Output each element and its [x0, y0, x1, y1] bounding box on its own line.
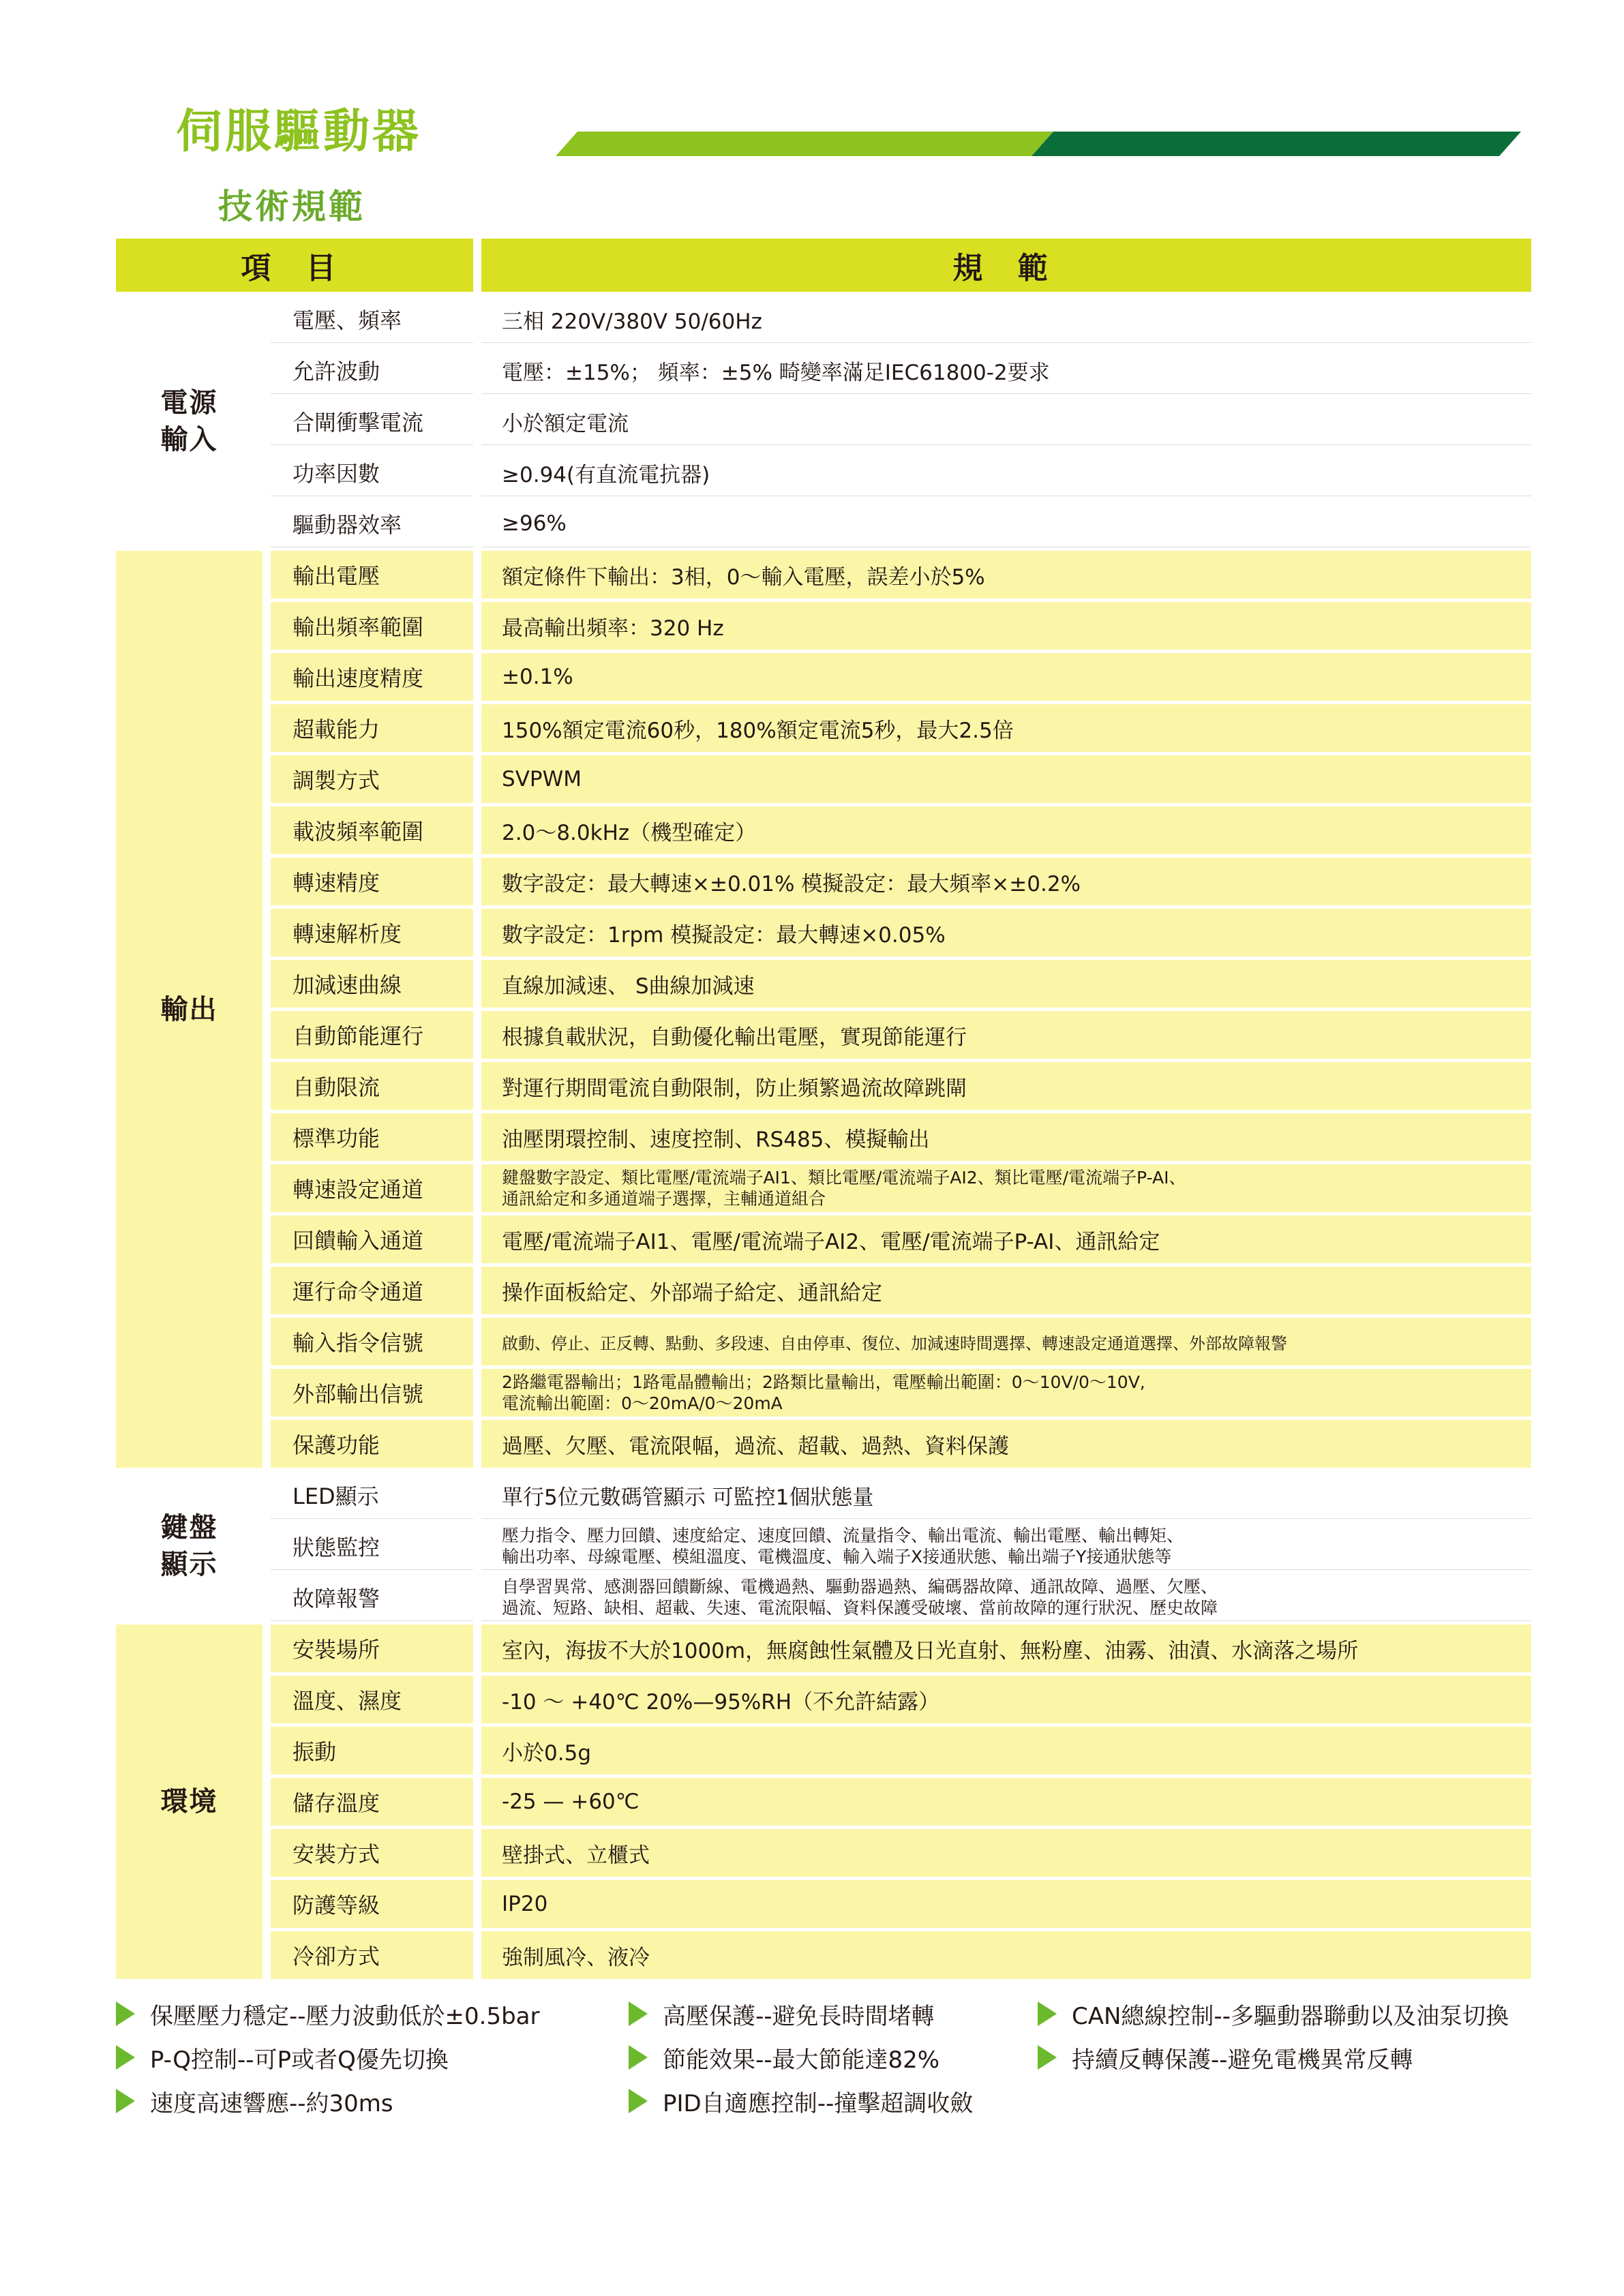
table-row [116, 1676, 1531, 1727]
table-row [116, 1215, 1531, 1267]
table-row [116, 1164, 1531, 1215]
spec-table [116, 239, 1531, 1982]
feature-item [629, 2079, 973, 2123]
item-label: 保護功能 [271, 1420, 481, 1471]
feature-list [116, 1992, 1548, 2156]
item-label: 合閘衝擊電流 [271, 397, 481, 449]
header-banner-stripe [556, 132, 1521, 156]
feature-item [116, 1992, 540, 2036]
triangle-bullet-icon [1038, 2045, 1057, 2070]
triangle-bullet-icon [629, 2089, 648, 2113]
table-row [116, 1113, 1531, 1164]
spec-value: 150%額定電流60秒，180%額定電流5秒，最大2.5倍 [481, 704, 1531, 755]
banner-light-segment [556, 132, 1053, 156]
item-label: 輸出頻率範圍 [271, 602, 481, 653]
feature-label: 持續反轉保護--避免電機異常反轉 [1072, 2046, 1413, 2074]
table-row [116, 1369, 1531, 1420]
feature-item [1038, 2036, 1509, 2079]
spec-value: 強制風冷、液冷 [481, 1931, 1531, 1982]
spec-value: 小於額定電流 [481, 397, 1531, 449]
triangle-bullet-icon [116, 2089, 135, 2113]
table-row [116, 1573, 1531, 1625]
item-label: 超載能力 [271, 704, 481, 755]
spec-value: 電壓：±15%； 頻率：±5% 畸變率滿足IEC61800-2要求 [481, 346, 1531, 397]
item-label: 振動 [271, 1727, 481, 1778]
table-row [116, 960, 1531, 1011]
category-label: 鍵盤 [160, 1512, 218, 1543]
page-subtitle: 技術規範 [218, 187, 365, 226]
item-label: 驅動器效率 [271, 500, 481, 551]
spec-value: 電壓/電流端子AI1、電壓/電流端子AI2、電壓/電流端子P-AI、通訊給定 [481, 1215, 1531, 1267]
category-cell [116, 1471, 271, 1625]
item-label: 安裝場所 [271, 1625, 481, 1676]
spec-value [481, 1164, 1531, 1215]
item-label: 儲存溫度 [271, 1778, 481, 1829]
item-label: 允許波動 [271, 346, 481, 397]
table-row [116, 1522, 1531, 1573]
table-row [116, 397, 1531, 449]
table-row [116, 1829, 1531, 1880]
spec-value: SVPWM [481, 755, 1531, 806]
table-row [116, 1931, 1531, 1982]
column-header-item: 項 目 [116, 239, 481, 295]
feature-label: 節能效果--最大節能達82% [663, 2046, 940, 2074]
item-label: 轉速精度 [271, 858, 481, 909]
item-label: 輸出電壓 [271, 551, 481, 602]
item-label: 輸入指令信號 [271, 1318, 481, 1369]
spec-value [481, 1573, 1531, 1625]
feature-label: 速度高速響應--約30ms [150, 2089, 393, 2117]
spec-value: 數字設定：1rpm 模擬設定：最大轉速×0.05% [481, 909, 1531, 960]
table-row [116, 1727, 1531, 1778]
table-row [116, 1011, 1531, 1062]
item-label: 狀態監控 [271, 1522, 481, 1573]
spec-line: 2路繼電器輸出；1路電晶體輸出；2路類比量輸出，電壓輸出範圍：0～10V/0～10V, [502, 1372, 1145, 1392]
feature-item [1038, 1992, 1509, 2036]
column-header-spec: 規 範 [481, 239, 1531, 295]
spec-value: -25 — +60℃ [481, 1778, 1531, 1829]
table-row [116, 806, 1531, 858]
spec-value: 數字設定：最大轉速×±0.01% 模擬設定：最大頻率×±0.2% [481, 858, 1531, 909]
spec-line: 輸出功率、母線電壓、模組溫度、電機溫度、輸入端子X接通狀態、輸出端子Y接通狀態等 [502, 1547, 1172, 1567]
page-title: 伺服驅動器 [176, 105, 422, 159]
table-row [116, 858, 1531, 909]
triangle-bullet-icon [116, 2002, 135, 2026]
item-label: LED顯示 [271, 1471, 481, 1522]
spec-line: 電流輸出範圍：0～20mA/0～20mA [502, 1393, 783, 1413]
spec-value: 2.0～8.0kHz（機型確定） [481, 806, 1531, 858]
feature-label: PID自適應控制--撞擊超調收斂 [663, 2089, 974, 2117]
spec-value: 根據負載狀況，自動優化輸出電壓，實現節能運行 [481, 1011, 1531, 1062]
spec-value: ≥0.94(有直流電抗器) [481, 449, 1531, 500]
item-label: 故障報警 [271, 1573, 481, 1625]
triangle-bullet-icon [629, 2045, 648, 2070]
spec-value: 油壓閉環控制、速度控制、RS485、模擬輸出 [481, 1113, 1531, 1164]
table-row [116, 500, 1531, 551]
spec-value: 額定條件下輸出：3相，0～輸入電壓，誤差小於5% [481, 551, 1531, 602]
spec-value: 三相 220V/380V 50/60Hz [481, 295, 1531, 346]
feature-label: P-Q控制--可P或者Q優先切換 [150, 2046, 449, 2074]
table-header-row [116, 239, 1531, 295]
spec-value: 操作面板給定、外部端子給定、通訊給定 [481, 1267, 1531, 1318]
table-row [116, 1420, 1531, 1471]
spec-line: 自學習異常、感測器回饋斷線、電機過熱、驅動器過熱、編碼器故障、通訊故障、過壓、欠壓、 [502, 1576, 1218, 1597]
category-label: 環境 [160, 1786, 218, 1817]
feature-item [629, 1992, 973, 2036]
feature-column-3 [1038, 1992, 1509, 2079]
feature-label: 高壓保護--避免長時間堵轉 [663, 2002, 935, 2030]
category-label: 輸出 [160, 993, 218, 1025]
feature-item [629, 2036, 973, 2079]
category-label: 電源 [160, 387, 218, 419]
category-cell [116, 295, 271, 551]
spec-value: 室內，海拔不大於1000m，無腐蝕性氣體及日光直射、無粉塵、油霧、油漬、水滴落之場所 [481, 1625, 1531, 1676]
item-label: 電壓、頻率 [271, 295, 481, 346]
spec-line: 鍵盤數字設定、類比電壓/電流端子AI1、類比電壓/電流端子AI2、類比電壓/電流端子P-AI、 [502, 1167, 1186, 1188]
table-row [116, 1062, 1531, 1113]
spec-line: 壓力指令、壓力回饋、速度給定、速度回饋、流量指令、輸出電流、輸出電壓、輸出轉矩、 [502, 1525, 1184, 1545]
spec-value: IP20 [481, 1880, 1531, 1931]
table-row [116, 449, 1531, 500]
category-label: 輸入 [160, 424, 218, 455]
feature-column-2 [629, 1992, 973, 2123]
table-row [116, 295, 1531, 346]
item-label: 自動節能運行 [271, 1011, 481, 1062]
item-label: 運行命令通道 [271, 1267, 481, 1318]
spec-value [481, 1369, 1531, 1420]
spec-value: 小於0.5g [481, 1727, 1531, 1778]
table-row [116, 653, 1531, 704]
item-label: 轉速解析度 [271, 909, 481, 960]
category-cell [116, 551, 271, 1471]
triangle-bullet-icon [629, 2002, 648, 2026]
table-row [116, 704, 1531, 755]
feature-item [116, 2036, 540, 2079]
item-label: 回饋輸入通道 [271, 1215, 481, 1267]
spec-value: 啟動、停止、正反轉、點動、多段速、自由停車、復位、加減速時間選擇、轉速設定通道選擇、外部故障報警 [481, 1318, 1531, 1369]
spec-value: 單行5位元數碼管顯示 可監控1個狀態量 [481, 1471, 1531, 1522]
table-row [116, 1778, 1531, 1829]
table-row [116, 346, 1531, 397]
triangle-bullet-icon [116, 2045, 135, 2070]
item-label: 標準功能 [271, 1113, 481, 1164]
table-row [116, 1880, 1531, 1931]
item-label: 自動限流 [271, 1062, 481, 1113]
feature-label: 保壓壓力穩定--壓力波動低於±0.5bar [150, 2002, 540, 2030]
table-row [116, 1267, 1531, 1318]
feature-label: CAN總線控制--多驅動器聯動以及油泵切換 [1072, 2002, 1509, 2030]
item-label: 加減速曲線 [271, 960, 481, 1011]
spec-line: 通訊給定和多通道端子選擇，主輔通道組合 [502, 1189, 826, 1209]
item-label: 功率因數 [271, 449, 481, 500]
item-label: 安裝方式 [271, 1829, 481, 1880]
table-row [116, 602, 1531, 653]
spec-value [481, 1522, 1531, 1573]
item-label: 防護等級 [271, 1880, 481, 1931]
spec-value: 壁掛式、立櫃式 [481, 1829, 1531, 1880]
item-label: 溫度、濕度 [271, 1676, 481, 1727]
item-label: 載波頻率範圍 [271, 806, 481, 858]
item-label: 外部輸出信號 [271, 1369, 481, 1420]
spec-value: 過壓、欠壓、電流限幅，過流、超載、過熱、資料保護 [481, 1420, 1531, 1471]
table-row [116, 1318, 1531, 1369]
spec-value: ≥96% [481, 500, 1531, 551]
spec-value: -10 ～ +40℃ 20%—95%RH（不允許結露） [481, 1676, 1531, 1727]
feature-item [116, 2079, 540, 2123]
spec-value: 最高輸出頻率：320 Hz [481, 602, 1531, 653]
item-label: 輸出速度精度 [271, 653, 481, 704]
category-cell [116, 1625, 271, 1982]
table-row [116, 1625, 1531, 1676]
banner-dark-segment [1032, 132, 1521, 156]
table-row [116, 551, 1531, 602]
item-label: 冷卻方式 [271, 1931, 481, 1982]
spec-table-body [116, 295, 1531, 1982]
table-row [116, 755, 1531, 806]
spec-value: 直線加減速、 S曲線加減速 [481, 960, 1531, 1011]
feature-column-1 [116, 1992, 540, 2123]
spec-value: 對運行期間電流自動限制，防止頻繁過流故障跳閘 [481, 1062, 1531, 1113]
spec-value: ±0.1% [481, 653, 1531, 704]
table-row [116, 909, 1531, 960]
triangle-bullet-icon [1038, 2002, 1057, 2026]
category-label: 顯示 [160, 1549, 218, 1580]
table-row [116, 1471, 1531, 1522]
item-label: 轉速設定通道 [271, 1164, 481, 1215]
spec-line: 過流、短路、缺相、超載、失速、電流限幅、資料保護受破壞、當前故障的運行狀況、歷史故障 [502, 1598, 1218, 1618]
item-label: 調製方式 [271, 755, 481, 806]
